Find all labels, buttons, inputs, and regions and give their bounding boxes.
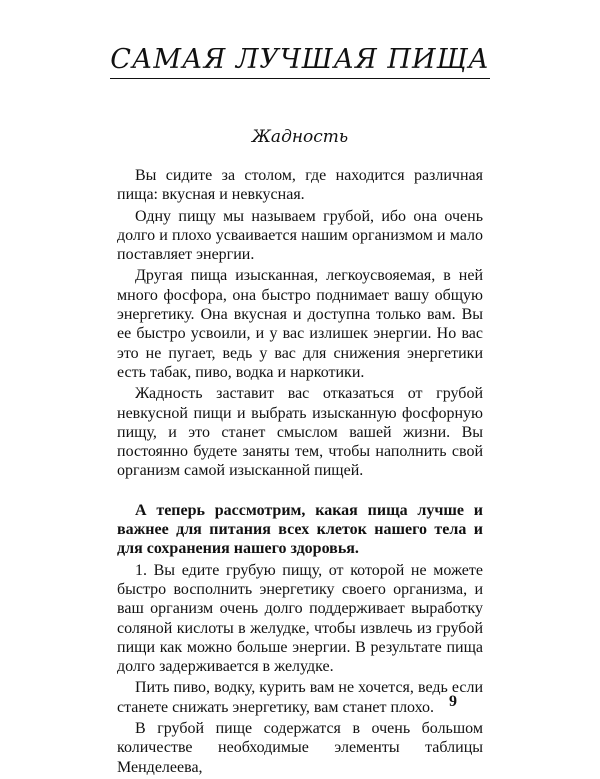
- bold-paragraph: А теперь рассмотрим, какая пища лучше и важнее для питания всех клеток нашего тела и для сохранения нашего здоровья.: [117, 501, 483, 558]
- page-title: [0, 44, 600, 79]
- paragraph: Другая пища изысканная, легкоусвояемая, в ней много фосфора, она быстро поднимает вашу общую энергетику. Она вкусная и доступна только вам. Вы ее быстро усвоили, и у вас излишек энергии. Но вас это не пугает, ведь у вас для снижения энергетики есть табак, пиво, водка и наркотики.: [117, 267, 483, 381]
- section-heading: Жадность: [251, 127, 349, 147]
- paragraph: Одну пищу мы называем грубой, ибо она очень долго и плохо усваивается нашим организмом и мало поставляет энергии.: [117, 207, 483, 264]
- paragraph: В грубой пище содержатся в очень большом количестве необходимые элементы таблицы Менделеева,: [117, 720, 483, 776]
- body-text: [117, 166, 483, 779]
- paragraph: 1. Вы едите грубую пищу, от которой не можете быстро восполнить энергетику своего организма, и ваш организм очень долго поддерживает выработку соляной кислоты в желудке, чтобы извлечь из грубой пищи как можно больше энергии. В результате пища долго задерживается в желудке.: [117, 561, 483, 676]
- page-title-text: САМАЯ ЛУЧШАЯ ПИЩА: [110, 44, 490, 79]
- paragraph: Пить пиво, водку, курить вам не хочется, ведь если станете снижать энергетику, вам станет плохо.: [117, 679, 483, 716]
- paragraph: Вы сидите за столом, где находится различная пища: вкусная и невкусная.: [117, 167, 483, 204]
- paragraph: Жадность заставит вас отказаться от грубой невкусной пищи и выбрать изысканную фосфорную пищу, и это станет смыслом вашей жизни. Вы постоянно будете заняты тем, чтобы наполнить свой организм самой изысканной пищей.: [117, 385, 483, 480]
- page-number: 9: [449, 693, 457, 710]
